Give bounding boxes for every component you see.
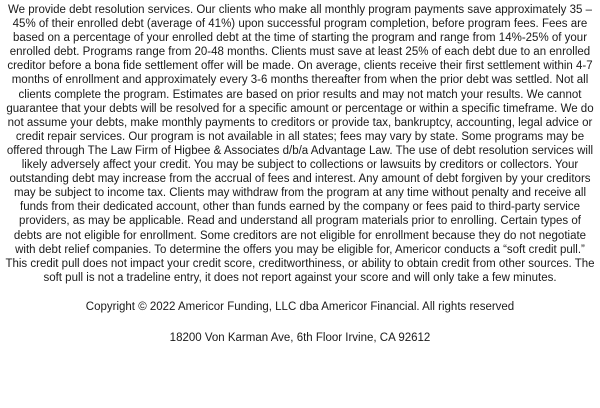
company-address: 18200 Von Karman Ave, 6th Floor Irvine, CA 92612	[169, 331, 431, 344]
copyright-text: Copyright © 2022 Americor Funding, LLC dba Americor Financial. All rights reserved	[85, 300, 515, 313]
disclaimer-text: We provide debt resolution services. Our clients who make all monthly program payments save approximately 35 – 45% of their enrolled debt (average of 41%) upon successful program completion, before program fees. Fees are based on a percentage of your enrolled debt at the time of starting the program and range from 14%-25% of your enrolled debt. Programs range from 20-48 months. Clients must save at least 25% of each debt due to an enrolled creditor before a bona fide settlement offer will be made. On average, clients receive their first settlement within 4-7 months of enrollment and approximately every 3-6 months thereafter from when the prior debt was settled. Not all clients complete the program. Estimates are based on prior results and may not match your results. We cannot guarantee that your debts will be resolved for a specific amount or percentage or within a specific timeframe. We do not assume your debts, make monthly payments to creditors or provide tax, bankruptcy, accounting, legal advice or credit repair services. Our program is not available in all states; fees may vary by state. Some programs may be offered through The Law Firm of Higbee & Associates d/b/a Advantage Law. The use of debt resolution services will likely adversely affect your credit. You may be subject to collections or lawsuits by creditors or collectors. Your outstanding debt may increase from the accrual of fees and interest. Any amount of debt forgiven by your creditors may be subject to income tax. Clients may withdraw from the program at any time without penalty and receive all funds from their dedicated account, other than funds earned by the company or fees paid to third-party service providers, as may be applicable. Read and understand all program materials prior to enrolling. Certain types of debts are not eligible for enrollment. Some creditors are not eligible for enrollment because they do not negotiate with debt relief companies. To determine the offers you may be eligible for, Americor conducts a “soft credit pull.” This credit pull does not impact your credit score, creditworthiness, or ability to obtain credit from other sources. The soft pull is not a tradeline entry, it does not report against your score and will only take a few minutes.	[5, 4, 595, 284]
